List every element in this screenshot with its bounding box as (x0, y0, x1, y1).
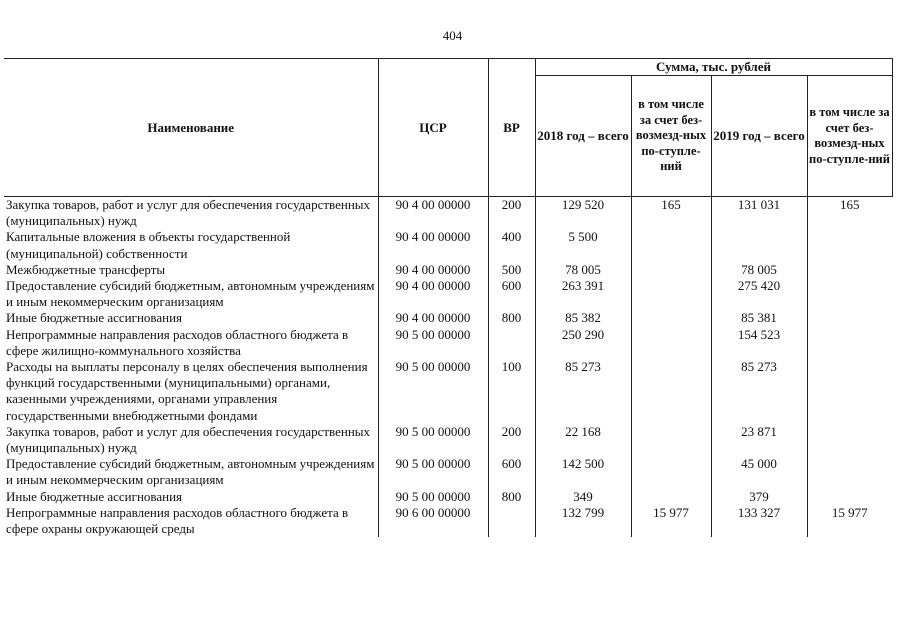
row-2019-total: 133 327 (711, 505, 807, 537)
row-2018-free: 15 977 (631, 505, 711, 537)
row-2018-total: 250 290 (535, 327, 631, 359)
row-2018-free (631, 278, 711, 310)
row-2018-free (631, 489, 711, 505)
table-row (4, 489, 892, 505)
row-2018-free (631, 456, 711, 488)
row-2019-free: 165 (840, 197, 860, 212)
row-vr: 800 (488, 310, 535, 326)
row-2019-free (807, 278, 892, 310)
row-2019-free (807, 262, 892, 278)
header-name: Наименование (4, 59, 378, 197)
row-csr: 90 5 00 00000 (378, 424, 488, 456)
row-2018-total: 129 520 (535, 197, 631, 230)
row-2018-free (631, 310, 711, 326)
row-csr: 90 6 00 00000 (378, 505, 488, 537)
row-2018-total: 85 273 (535, 359, 631, 424)
table-row (4, 456, 892, 488)
row-csr: 90 5 00 00000 (378, 359, 488, 424)
row-vr: 500 (488, 262, 535, 278)
table-row (4, 505, 892, 537)
row-csr: 90 4 00 00000 (378, 310, 488, 326)
row-2019-free (807, 229, 892, 261)
row-name: Предоставление субсидий бюджетным, автономным учреждениям и иным некоммерческим организациям (4, 278, 378, 310)
row-csr: 90 5 00 00000 (378, 489, 488, 505)
row-2019-total: 78 005 (711, 262, 807, 278)
table-body (4, 197, 892, 538)
table-row (4, 310, 892, 326)
row-2018-total: 263 391 (535, 278, 631, 310)
row-2019-free (807, 424, 892, 456)
page-number: 404 (442, 28, 463, 43)
row-vr: 200 (488, 424, 535, 456)
row-2019-total: 131 031 (711, 197, 807, 230)
row-csr: 90 5 00 00000 (378, 456, 488, 488)
row-name: Капитальные вложения в объекты государственной (муниципальной) собственности (4, 229, 378, 261)
row-2019-total: 379 (711, 489, 807, 505)
budget-table (4, 58, 893, 537)
row-name: Непрограммные направления расходов областного бюджета в сфере охраны окружающей среды (4, 505, 378, 537)
row-2018-total: 5 500 (535, 229, 631, 261)
row-csr: 90 4 00 00000 (378, 197, 488, 230)
table-header (4, 59, 892, 197)
row-2019-free: 15 977 (831, 504, 868, 520)
header-2018-total: 2018 год – всего (535, 76, 631, 197)
row-2019-total: 45 000 (711, 456, 807, 488)
row-vr: 400 (488, 229, 535, 261)
row-2018-free (631, 262, 711, 278)
header-vr: ВР (488, 59, 535, 197)
row-2018-total: 85 382 (535, 310, 631, 326)
row-name: Иные бюджетные ассигнования (4, 310, 378, 326)
row-name: Расходы на выплаты персоналу в целях обеспечения выполнения функций государственными (муниципальными) органами, казенными учреждениями, органами управления государственными внебюджетными фондами (4, 359, 378, 424)
row-csr: 90 4 00 00000 (378, 229, 488, 261)
row-name: Предоставление субсидий бюджетным, автономным учреждениям и иным некоммерческим организациям (4, 456, 378, 488)
header-2018-free: в том числе за счет без-возмезд-ных по-ступле-ний (631, 76, 711, 197)
row-2018-free (631, 359, 711, 424)
row-2019-total (711, 229, 807, 261)
row-name: Межбюджетные трансферты (4, 262, 378, 278)
row-2018-free (631, 229, 711, 261)
row-2018-total: 22 168 (535, 424, 631, 456)
row-vr: 100 (488, 359, 535, 424)
table-row (4, 197, 892, 230)
row-vr (488, 505, 535, 537)
row-2019-total: 154 523 (711, 327, 807, 359)
table-row (4, 424, 892, 456)
row-vr: 200 (488, 197, 535, 230)
table-row (4, 262, 892, 278)
row-name: Закупка товаров, работ и услуг для обеспечения государственных (муниципальных) нужд (4, 424, 378, 456)
row-csr: 90 4 00 00000 (378, 278, 488, 310)
row-csr: 90 5 00 00000 (378, 327, 488, 359)
row-name: Иные бюджетные ассигнования (4, 489, 378, 505)
row-2019-total: 85 381 (711, 310, 807, 326)
row-2019-free (807, 310, 892, 326)
row-vr (488, 327, 535, 359)
row-csr: 90 4 00 00000 (378, 262, 488, 278)
row-2019-free (807, 359, 892, 424)
row-2018-total: 142 500 (535, 456, 631, 488)
row-2018-total: 78 005 (535, 262, 631, 278)
row-vr: 600 (488, 278, 535, 310)
header-sum-group: Сумма, тыс. рублей (535, 59, 892, 76)
row-2019-total: 23 871 (711, 424, 807, 456)
row-name: Закупка товаров, работ и услуг для обеспечения государственных (муниципальных) нужд (4, 197, 378, 230)
row-2018-total: 132 799 (535, 505, 631, 537)
row-2019-free (807, 489, 892, 505)
row-2018-total: 349 (535, 489, 631, 505)
header-2019-free: в том числе за счет без-возмезд-ных по-ступле-ний (807, 76, 892, 197)
row-2019-free (807, 327, 892, 359)
row-2018-free (631, 424, 711, 456)
row-2019-total: 85 273 (711, 359, 807, 424)
row-name: Непрограммные направления расходов областного бюджета в сфере жилищно-коммунального хозяйства (4, 327, 378, 359)
header-2019-total: 2019 год – всего (711, 76, 807, 197)
table-row (4, 278, 892, 310)
row-2018-free: 165 (631, 197, 711, 230)
row-2018-free (631, 327, 711, 359)
header-csr: ЦСР (378, 59, 488, 197)
table-row (4, 229, 892, 261)
table-row (4, 359, 892, 424)
row-2019-free (807, 456, 892, 488)
row-vr: 600 (488, 456, 535, 488)
row-2019-total: 275 420 (711, 278, 807, 310)
row-vr: 800 (488, 489, 535, 505)
table-row (4, 327, 892, 359)
